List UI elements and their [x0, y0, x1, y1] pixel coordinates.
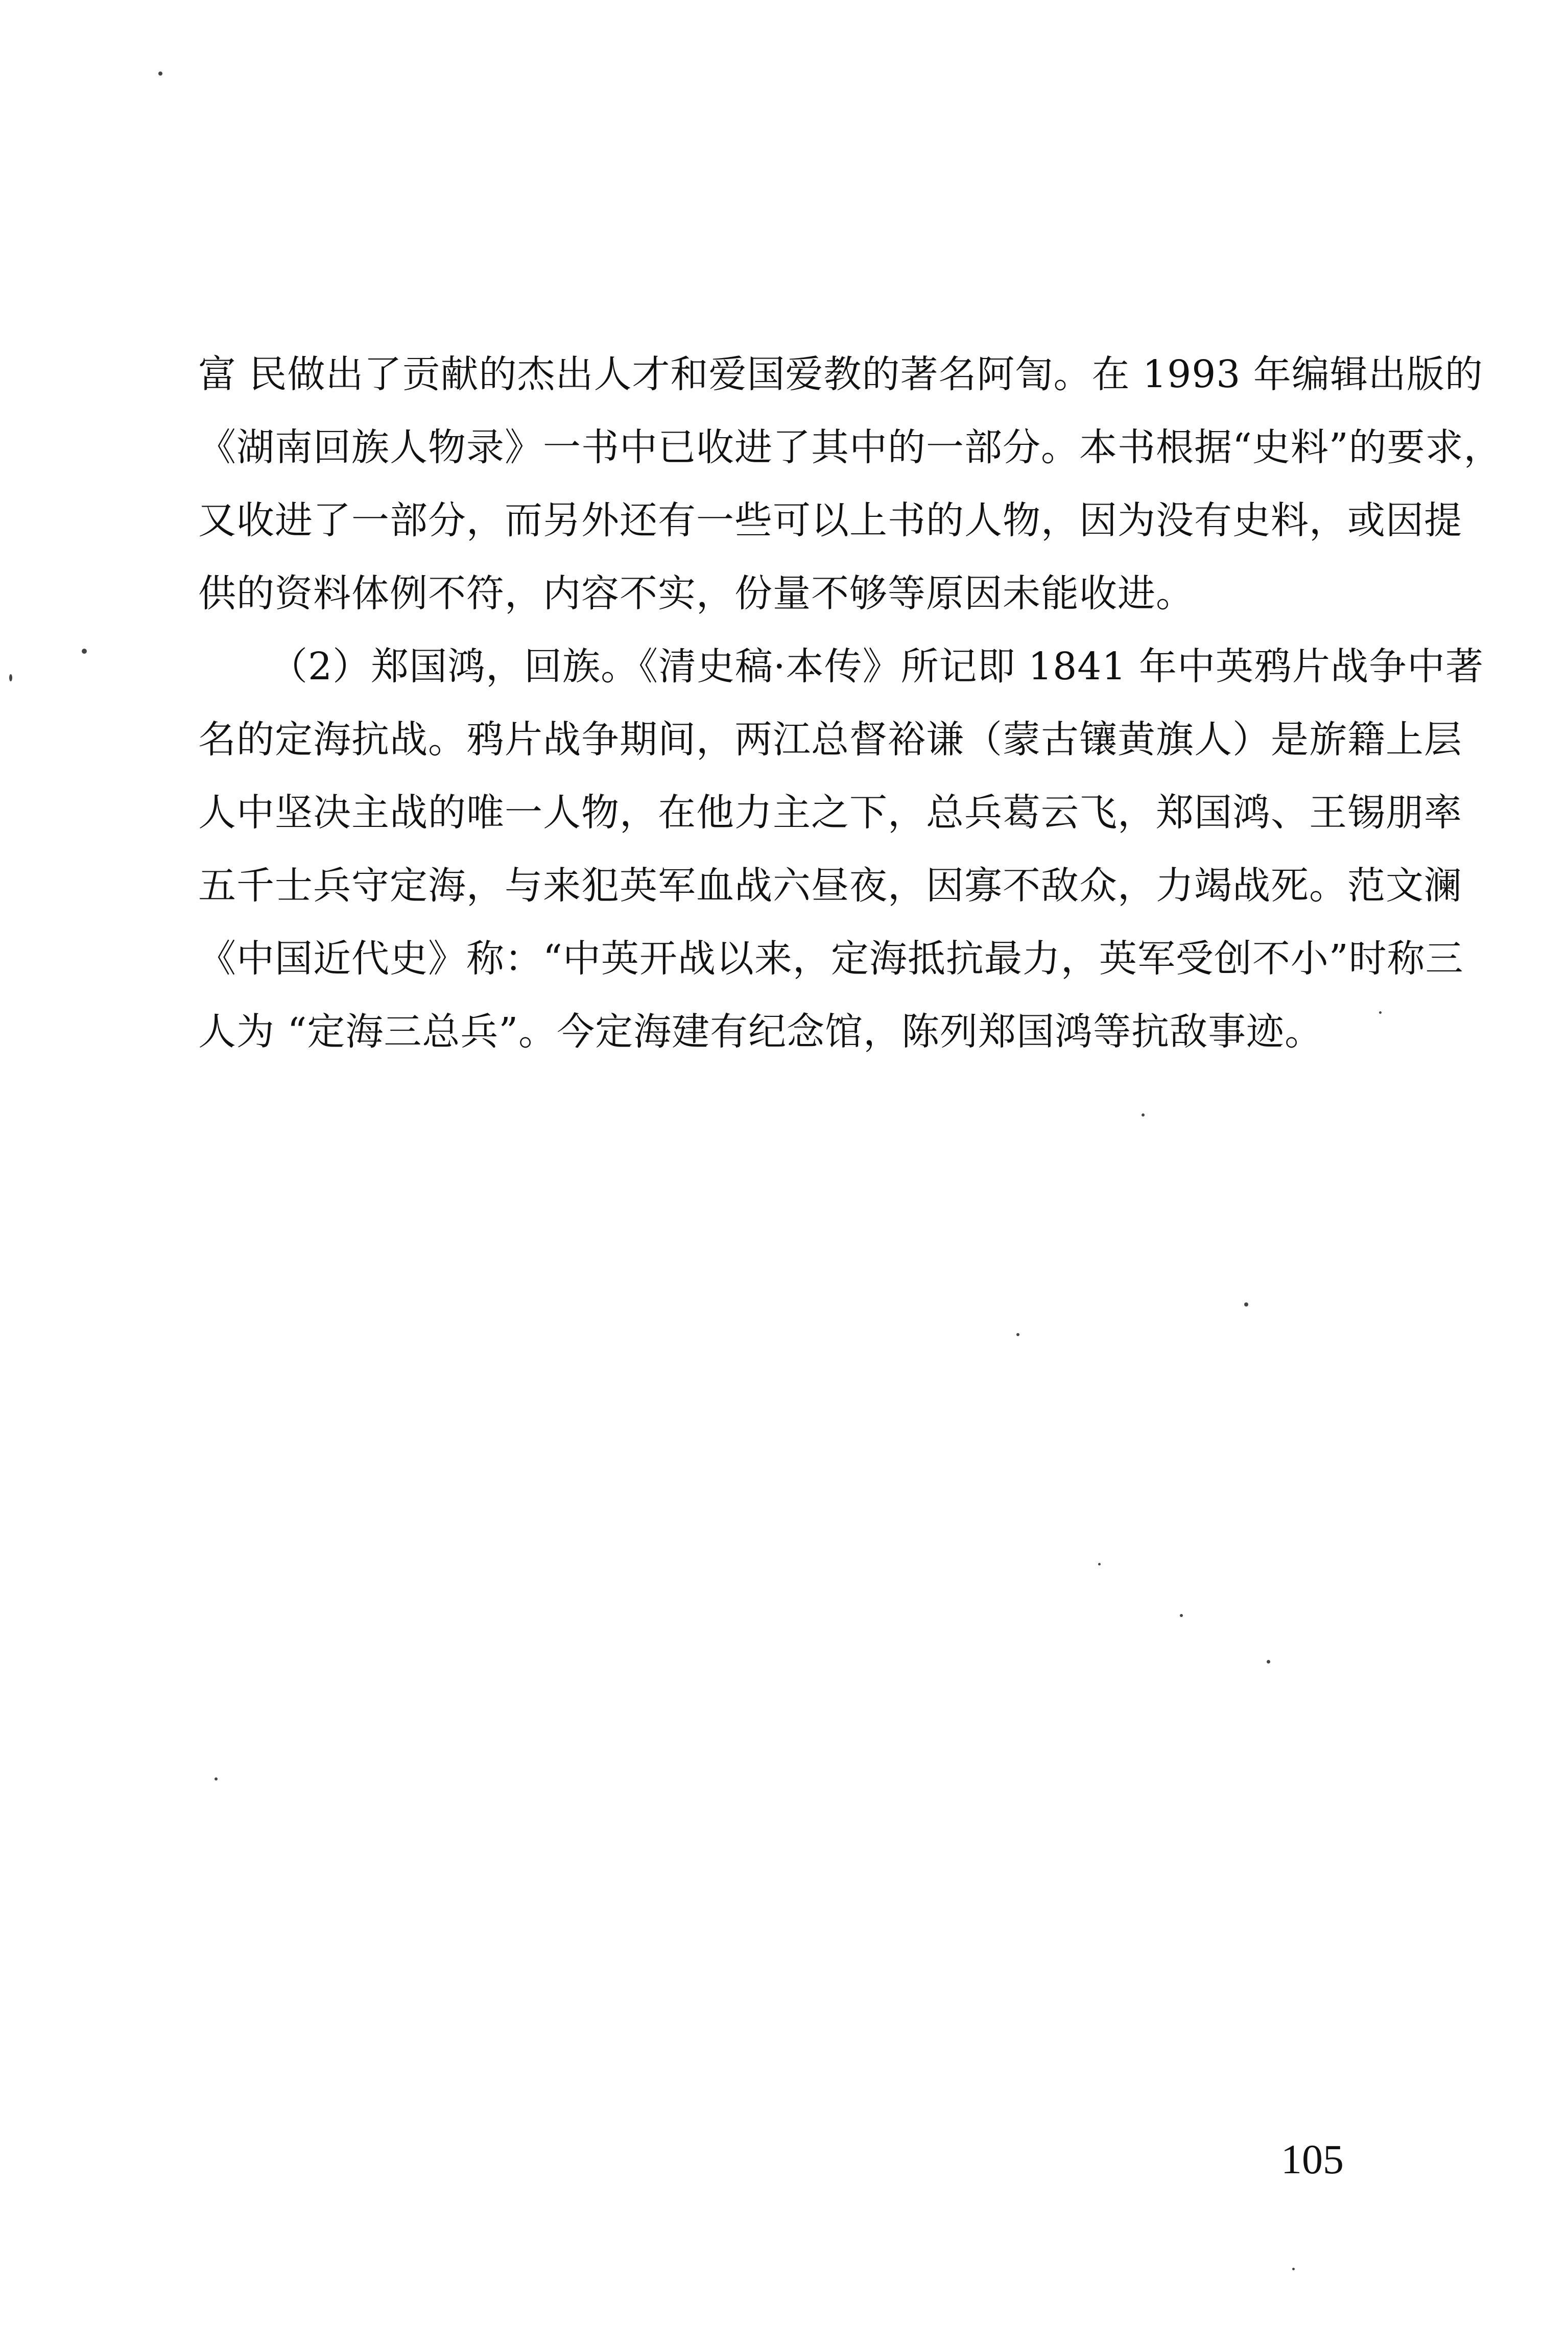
text-line: 《中国近代史》称：“中英开战以来，定海抵抗最力，英军受创不小”时称三 [198, 937, 1464, 981]
scan-speck [1292, 2268, 1295, 2270]
text-line: 人为 “定海三总兵”。今定海建有纪念馆，陈列郑国鸿等抗敌事迹。 [198, 1010, 1323, 1054]
scan-speck [1016, 1333, 1019, 1336]
scan-speck [1142, 1113, 1145, 1117]
text-line: 人中坚决主战的唯一人物，在他力主之下，总兵葛云飞，郑国鸿、王锡朋率 [198, 791, 1462, 835]
text-line: 富 民做出了贡献的杰出人才和爱国爱教的著名阿訇。在 1993 年编辑出版的 [198, 352, 1483, 396]
scan-speck [1267, 1660, 1270, 1664]
scan-speck [9, 674, 12, 681]
text-line: 又收进了一部分，而另外还有一些可以上书的人物，因为没有史料，或因提 [198, 498, 1462, 542]
text-line: 五千士兵守定海，与来犯英军血战六昼夜，因寡不敌众，力竭战死。范文澜 [198, 864, 1462, 908]
paragraph-1 [198, 338, 1502, 630]
scan-speck [158, 72, 162, 76]
text-line: 供的资料体例不符，内容不实，份量不够等原因未能收进。 [198, 572, 1194, 615]
paragraph-2 [198, 630, 1484, 1068]
text-line: 《湖南回族人物录》一书中已收进了其中的一部分。本书根据“史料”的要求， [198, 425, 1502, 469]
scan-speck [1244, 1302, 1248, 1306]
page-number: 105 [1281, 2136, 1344, 2182]
scan-speck [1180, 1614, 1183, 1617]
scan-speck [82, 649, 87, 654]
text-line: 名的定海抗战。鸦片战争期间，两江总督裕谦（蒙古镶黄旗人）是旂籍上层 [198, 718, 1462, 762]
scan-speck [1098, 1563, 1101, 1565]
text-line: （2）郑国鸿，回族。《清史稿·本传》所记即 1841 年中英鸦片战争中著 [270, 645, 1484, 688]
scan-speck [1379, 1011, 1382, 1014]
body-text [198, 338, 1502, 1068]
scan-speck [215, 1777, 218, 1780]
